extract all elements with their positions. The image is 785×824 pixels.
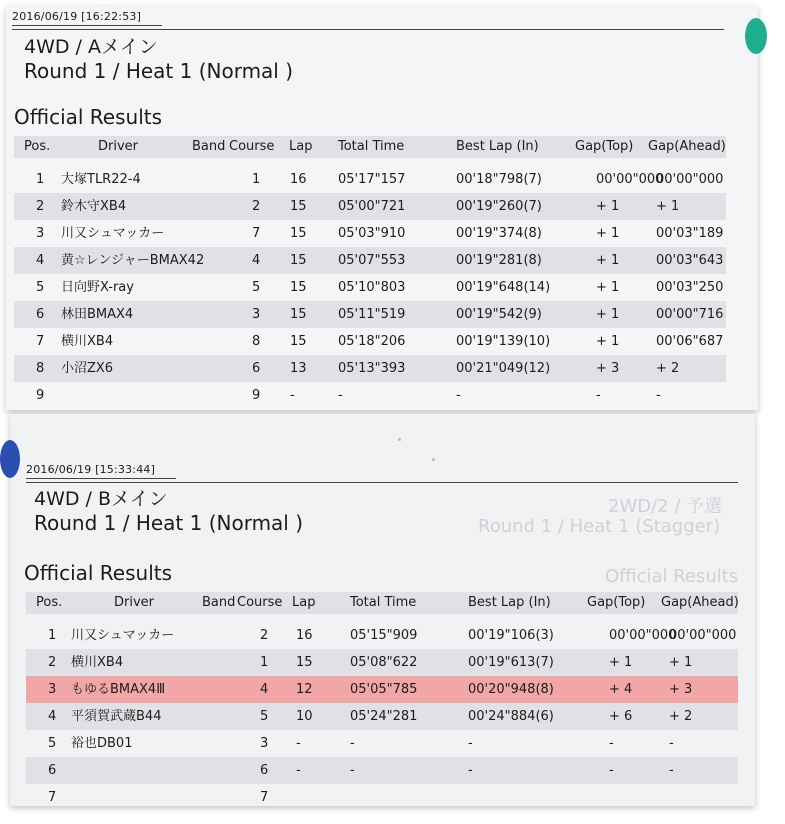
cell-gap-ahead: 00'03"643 xyxy=(656,253,724,268)
cell-gap-ahead: + 2 xyxy=(656,361,680,376)
column-header: Band xyxy=(192,139,226,154)
cell-gap-ahead: + 1 xyxy=(656,199,680,214)
timestamp-underline xyxy=(26,478,176,479)
table-row xyxy=(26,676,738,703)
timestamp: 2016/06/19 [16:22:53] xyxy=(12,10,142,23)
table-row xyxy=(26,649,738,676)
cell-best: 00'19"613(7) xyxy=(468,655,554,670)
cell-driver: 小沼ZX6 xyxy=(61,361,114,376)
cell-gap-ahead: 00'03"189 xyxy=(656,226,724,241)
cell-best: 00'19"281(8) xyxy=(456,253,542,268)
column-header: Gap(Top) xyxy=(587,595,646,610)
cell-gap-ahead: + 2 xyxy=(669,709,693,724)
cell-lap: - xyxy=(296,763,301,778)
cell-gap-top: + 1 xyxy=(596,253,620,268)
cell-best: 00'19"260(7) xyxy=(456,199,542,214)
table-row xyxy=(26,622,738,649)
cell-total: 05'08"622 xyxy=(350,655,418,670)
cell-course: 4 xyxy=(252,253,261,268)
cell-lap: 16 xyxy=(296,628,313,643)
cell-pos: 3 xyxy=(48,682,57,697)
table-row xyxy=(14,328,726,355)
cell-course: 7 xyxy=(260,790,269,805)
table-row xyxy=(26,703,738,730)
cell-course: 6 xyxy=(260,763,269,778)
table-row xyxy=(14,301,726,328)
cell-pos: 5 xyxy=(36,280,45,295)
paper-speck xyxy=(398,438,401,441)
cell-pos: 6 xyxy=(36,307,45,322)
cell-total: - xyxy=(338,388,343,403)
cell-total: 05'10"803 xyxy=(338,280,406,295)
class-title: 4WD / Bメイン xyxy=(34,488,168,510)
cell-course: 5 xyxy=(260,709,269,724)
column-header: Lap xyxy=(292,595,316,610)
cell-best: 00'21"049(12) xyxy=(456,361,551,376)
cell-driver: 川又シュマッカー xyxy=(71,628,175,643)
cell-lap: 15 xyxy=(290,280,307,295)
cell-driver: 横川XB4 xyxy=(71,655,124,670)
cell-gap-ahead: - xyxy=(669,736,674,751)
cell-lap: 15 xyxy=(290,226,307,241)
cell-total: 05'11"519 xyxy=(338,307,406,322)
results-sheet-a-main xyxy=(6,6,758,410)
cell-gap-top: + 1 xyxy=(596,226,620,241)
cell-pos: 2 xyxy=(48,655,57,670)
cell-gap-ahead: 00'00"000 xyxy=(656,172,724,187)
cell-total: - xyxy=(350,763,355,778)
cell-pos: 8 xyxy=(36,361,45,376)
column-header: Lap xyxy=(289,139,313,154)
table-row xyxy=(14,220,726,247)
cell-best: 00'19"542(9) xyxy=(456,307,542,322)
cell-gap-ahead: 00'00"716 xyxy=(656,307,724,322)
cell-pos: 7 xyxy=(48,790,57,805)
column-header: Best Lap (In) xyxy=(468,595,551,610)
cell-pos: 4 xyxy=(36,253,45,268)
bleed-through-section: Official Results xyxy=(605,566,739,587)
cell-pos: 4 xyxy=(48,709,57,724)
cell-best: - xyxy=(456,388,461,403)
cell-total: 05'00"721 xyxy=(338,199,406,214)
table-row xyxy=(14,193,726,220)
cell-driver: 林田BMAX4 xyxy=(61,307,134,322)
cell-lap: 15 xyxy=(290,307,307,322)
cell-total: 05'03"910 xyxy=(338,226,406,241)
column-header: Driver xyxy=(98,139,139,154)
cell-driver: 横川XB4 xyxy=(61,334,114,349)
cell-lap: 15 xyxy=(290,199,307,214)
header-rule xyxy=(26,482,738,483)
cell-best: - xyxy=(468,736,473,751)
cell-lap: 16 xyxy=(290,172,307,187)
column-header: Gap(Ahead) xyxy=(648,139,726,154)
cell-course: 4 xyxy=(260,682,269,697)
cell-lap: 15 xyxy=(290,253,307,268)
cell-lap: - xyxy=(296,736,301,751)
cell-lap: 10 xyxy=(296,709,313,724)
cell-course: 1 xyxy=(260,655,269,670)
column-header: Total Time xyxy=(338,139,405,154)
cell-gap-top: - xyxy=(596,388,601,403)
table-row xyxy=(26,784,738,811)
cell-course: 7 xyxy=(252,226,261,241)
cell-gap-top: + 1 xyxy=(596,334,620,349)
cell-pos: 1 xyxy=(48,628,57,643)
cell-best: 00'20"948(8) xyxy=(468,682,554,697)
cell-gap-top: + 6 xyxy=(609,709,633,724)
cell-course: 9 xyxy=(252,388,261,403)
cell-pos: 9 xyxy=(36,388,45,403)
table-row xyxy=(26,757,738,784)
cell-total: 05'05"785 xyxy=(350,682,418,697)
cell-driver: 大塚TLR22-4 xyxy=(61,172,141,187)
column-header: Course xyxy=(229,139,275,154)
cell-best: 00'19"106(3) xyxy=(468,628,554,643)
cell-gap-top: + 4 xyxy=(609,682,633,697)
cell-total: 05'24"281 xyxy=(350,709,418,724)
header-rule xyxy=(12,29,724,30)
cell-course: 2 xyxy=(260,628,269,643)
cell-total: - xyxy=(350,736,355,751)
cell-gap-top: + 3 xyxy=(596,361,620,376)
cell-gap-top: + 1 xyxy=(596,280,620,295)
cell-pos: 3 xyxy=(36,226,45,241)
cell-gap-ahead: + 3 xyxy=(669,682,693,697)
cell-driver: 川又シュマッカー xyxy=(61,226,165,241)
cell-course: 8 xyxy=(252,334,261,349)
cell-gap-top: + 1 xyxy=(596,199,620,214)
green-pushpin xyxy=(745,18,767,54)
cell-total: 05'07"553 xyxy=(338,253,406,268)
cell-pos: 1 xyxy=(36,172,45,187)
table-row xyxy=(14,166,726,193)
cell-gap-ahead: - xyxy=(669,763,674,778)
cell-gap-top: + 1 xyxy=(609,655,633,670)
round-title: Round 1 / Heat 1 (Normal ) xyxy=(34,511,304,535)
cell-best: 00'24"884(6) xyxy=(468,709,554,724)
cell-pos: 5 xyxy=(48,736,57,751)
cell-gap-top: 00'00"000 xyxy=(596,172,664,187)
cell-best: 00'19"374(8) xyxy=(456,226,542,241)
table-row xyxy=(14,274,726,301)
cell-gap-ahead: + 1 xyxy=(669,655,693,670)
cell-course: 3 xyxy=(252,307,261,322)
table-row xyxy=(14,247,726,274)
timestamp-underline xyxy=(12,25,162,26)
cell-gap-top: + 1 xyxy=(596,307,620,322)
column-header: Gap(Top) xyxy=(575,139,634,154)
paper-speck xyxy=(432,458,435,461)
section-title: Official Results xyxy=(24,561,173,585)
column-header: Gap(Ahead) xyxy=(661,595,739,610)
timestamp: 2016/06/19 [15:33:44] xyxy=(26,463,156,476)
cell-pos: 7 xyxy=(36,334,45,349)
cell-gap-ahead: 00'03"250 xyxy=(656,280,724,295)
cell-driver: 日向野X-ray xyxy=(61,280,134,295)
cell-gap-ahead: - xyxy=(656,388,661,403)
section-title: Official Results xyxy=(14,105,163,129)
cell-total: 05'17"157 xyxy=(338,172,406,187)
cell-lap: 12 xyxy=(296,682,313,697)
table-header xyxy=(14,136,726,158)
cell-gap-top: 00'00"000 xyxy=(609,628,677,643)
cell-gap-ahead: 00'06"687 xyxy=(656,334,724,349)
column-header: Total Time xyxy=(350,595,417,610)
cell-driver: 裕也DB01 xyxy=(71,736,133,751)
cell-lap: 13 xyxy=(290,361,307,376)
cell-course: 2 xyxy=(252,199,261,214)
column-header: Best Lap (In) xyxy=(456,139,539,154)
cell-gap-top: - xyxy=(609,763,614,778)
table-row xyxy=(14,355,726,382)
cell-lap: 15 xyxy=(296,655,313,670)
cell-course: 6 xyxy=(252,361,261,376)
cell-driver: 鈴木守XB4 xyxy=(61,199,127,214)
column-header: Band xyxy=(202,595,236,610)
cell-best: 00'19"648(14) xyxy=(456,280,551,295)
column-header: Driver xyxy=(114,595,155,610)
cell-total: 05'13"393 xyxy=(338,361,406,376)
cell-pos: 6 xyxy=(48,763,57,778)
results-sheet-b-main xyxy=(10,414,755,806)
cell-best: - xyxy=(468,763,473,778)
round-title: Round 1 / Heat 1 (Normal ) xyxy=(24,59,294,83)
cell-course: 3 xyxy=(260,736,269,751)
blue-pushpin xyxy=(0,440,20,478)
cell-lap: 15 xyxy=(290,334,307,349)
cell-total: 05'18"206 xyxy=(338,334,406,349)
cell-lap: - xyxy=(290,388,295,403)
cell-total: 05'15"909 xyxy=(350,628,418,643)
cell-gap-ahead: 00'00"000 xyxy=(669,628,737,643)
cell-best: 00'18"798(7) xyxy=(456,172,542,187)
column-header: Pos. xyxy=(24,139,51,154)
cell-driver: 黄☆レンジャーBMAX42 xyxy=(61,253,205,268)
column-header: Pos. xyxy=(36,595,63,610)
cell-pos: 2 xyxy=(36,199,45,214)
cell-course: 5 xyxy=(252,280,261,295)
column-header: Course xyxy=(237,595,283,610)
cell-driver: 平須賀武蔵B44 xyxy=(71,709,162,724)
cell-gap-top: - xyxy=(609,736,614,751)
cell-driver: もゆるBMAX4Ⅲ xyxy=(71,682,166,697)
cell-course: 1 xyxy=(252,172,261,187)
cell-best: 00'19"139(10) xyxy=(456,334,551,349)
table-header xyxy=(26,592,738,614)
table-row xyxy=(14,382,726,409)
bleed-through-round: Round 1 / Heat 1 (Stagger) xyxy=(478,516,721,537)
table-row xyxy=(26,730,738,757)
bleed-through-class: 2WD/2 / 予選 xyxy=(608,496,723,517)
class-title: 4WD / Aメイン xyxy=(24,36,158,58)
